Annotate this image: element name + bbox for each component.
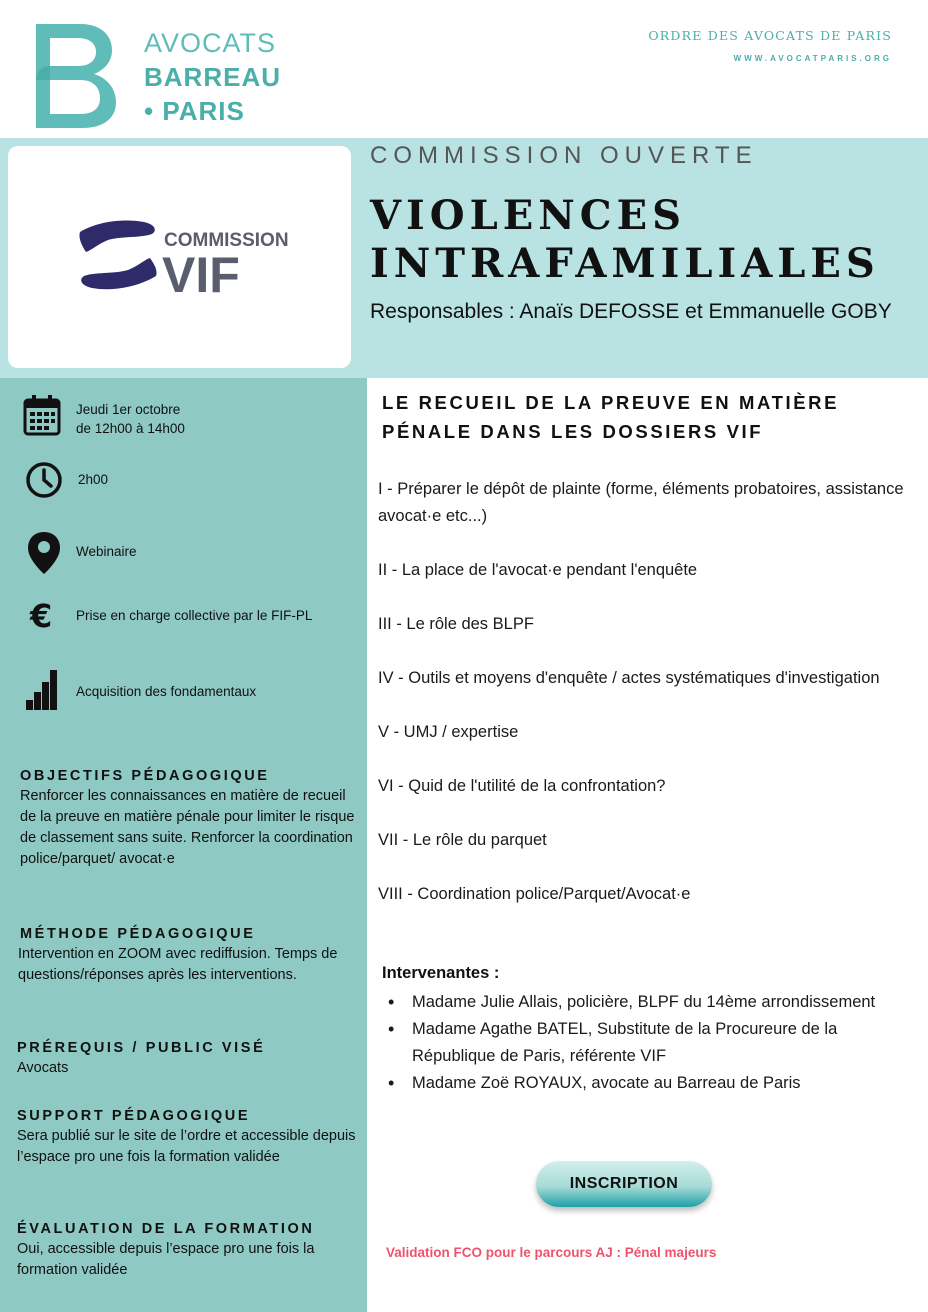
evaluation-text: Oui, accessible depuis l’espace pro une fois la formation validée — [17, 1241, 315, 1278]
program-item: II - La place de l'avocat·e pendant l'enquête — [378, 561, 698, 579]
info-funding-text: Prise en charge collective par le FIF-PL — [76, 608, 313, 623]
program-title: LE RECUEIL DE LA PREUVE EN MATIÈRE PÉNALE DANS LES DOSSIERS VIF — [382, 392, 840, 442]
banner-title-line2: INTRAFAMILIALES — [370, 240, 880, 287]
info-date-text — [76, 400, 185, 438]
objectifs-title: OBJECTIFS PÉDAGOGIQUE — [20, 768, 270, 784]
euro-icon — [22, 594, 62, 638]
info-date-line1: Jeudi 1er octobre — [76, 402, 181, 417]
section-prerequis — [17, 1040, 357, 1079]
program-item: VII - Le rôle du parquet — [378, 831, 547, 849]
level-bars-icon — [22, 668, 62, 712]
section-evaluation — [17, 1221, 357, 1281]
program-item: VI - Quid de l'utilité de la confrontation? — [378, 777, 666, 795]
program-item: VIII - Coordination police/Parquet/Avocat·e — [378, 885, 691, 903]
methode-text: Intervention en ZOOM avec rediffusion. Temps de questions/réponses après les interventions. — [18, 946, 338, 983]
section-support — [17, 1108, 357, 1168]
program-item: III - Le rôle des BLPF — [378, 615, 534, 633]
section-objectifs — [20, 768, 360, 870]
barreau-logo-text — [144, 26, 281, 128]
banner-title-line1: VIOLENCES — [370, 192, 686, 239]
svg-text:€: € — [30, 597, 53, 635]
intervenant-item: • Madame Julie Allais, policière, BLPF du 14ème arrondissement — [386, 989, 906, 1016]
prerequis-text: Avocats — [17, 1060, 69, 1076]
logo-word-paris: • PARIS — [144, 96, 245, 126]
info-row-level — [18, 668, 358, 712]
section-methode — [18, 926, 358, 986]
info-duration-text: 2h00 — [78, 472, 109, 487]
objectifs-text: Renforcer les connaissances en matière de recueil de la preuve en matière pénale pour limiter le risque de classement sans suite. Renforcer la coordination police/parquet/ avocat·e — [20, 788, 355, 867]
program-item: V - UMJ / expertise — [378, 723, 519, 741]
program-item: IV - Outils et moyens d'enquête / actes systématiques d'investigation — [378, 669, 880, 687]
support-text: Sera publié sur le site de l’ordre et accessible depuis l’espace pro une fois la formation validée — [17, 1128, 356, 1165]
banner-responsables: Responsables : Anaïs DEFOSSE et Emmanuelle GOBY — [370, 300, 892, 323]
page-header — [0, 0, 928, 138]
info-location-text: Webinaire — [76, 544, 137, 559]
banner-title — [370, 192, 880, 288]
logo-word-avocats: AVOCATS — [144, 28, 277, 58]
commission-vif-logo-icon — [78, 214, 298, 304]
info-level-text: Acquisition des fondamentaux — [76, 684, 257, 699]
location-pin-icon — [22, 530, 62, 574]
commission-vif-logo-card — [8, 146, 351, 368]
info-row-date — [18, 394, 358, 438]
logo-word-barreau: BARREAU — [144, 62, 281, 92]
barreau-b-logo-icon — [28, 16, 120, 134]
website-link[interactable]: WWW.AVOCATPARIS.ORG — [733, 54, 892, 63]
info-date-line2: de 12h00 à 14h00 — [76, 421, 185, 436]
vif-logo-word-commission: COMMISSION — [164, 230, 289, 251]
calendar-icon — [22, 394, 62, 438]
logo-panel — [0, 138, 357, 378]
intervenants-list — [386, 989, 906, 1097]
methode-title: MÉTHODE PÉDAGOGIQUE — [20, 926, 256, 942]
program-list — [378, 476, 908, 908]
inscription-button[interactable]: INSCRIPTION — [536, 1161, 712, 1207]
intervenant-item: • Madame Agathe BATEL, Substitute de la Procureure de la République de Paris, référente VIF — [386, 1016, 906, 1070]
info-row-location — [18, 530, 358, 574]
prerequis-title: PRÉREQUIS / PUBLIC VISÉ — [17, 1040, 266, 1056]
left-sidebar — [0, 138, 367, 1312]
banner-subtitle: COMMISSION OUVERTE — [370, 142, 758, 169]
evaluation-title: ÉVALUATION DE LA FORMATION — [17, 1221, 315, 1237]
program-item: I - Préparer le dépôt de plainte (forme, éléments probatoires, assistance avocat·e etc...) — [378, 480, 904, 525]
validation-note: Validation FCO pour le parcours AJ : Pénal majeurs — [386, 1245, 717, 1260]
intervenants-title: Intervenantes : — [382, 964, 500, 982]
ordre-label: ORDRE DES AVOCATS DE PARIS — [648, 28, 892, 43]
vif-logo-word-vif: VIF — [162, 247, 240, 303]
clock-icon — [22, 458, 62, 502]
info-row-funding — [18, 594, 358, 638]
intervenant-item: • Madame Zoë ROYAUX, avocate au Barreau de Paris — [386, 1070, 906, 1097]
title-banner — [357, 138, 928, 378]
support-title: SUPPORT PÉDAGOGIQUE — [17, 1108, 251, 1124]
info-row-duration — [18, 458, 358, 502]
